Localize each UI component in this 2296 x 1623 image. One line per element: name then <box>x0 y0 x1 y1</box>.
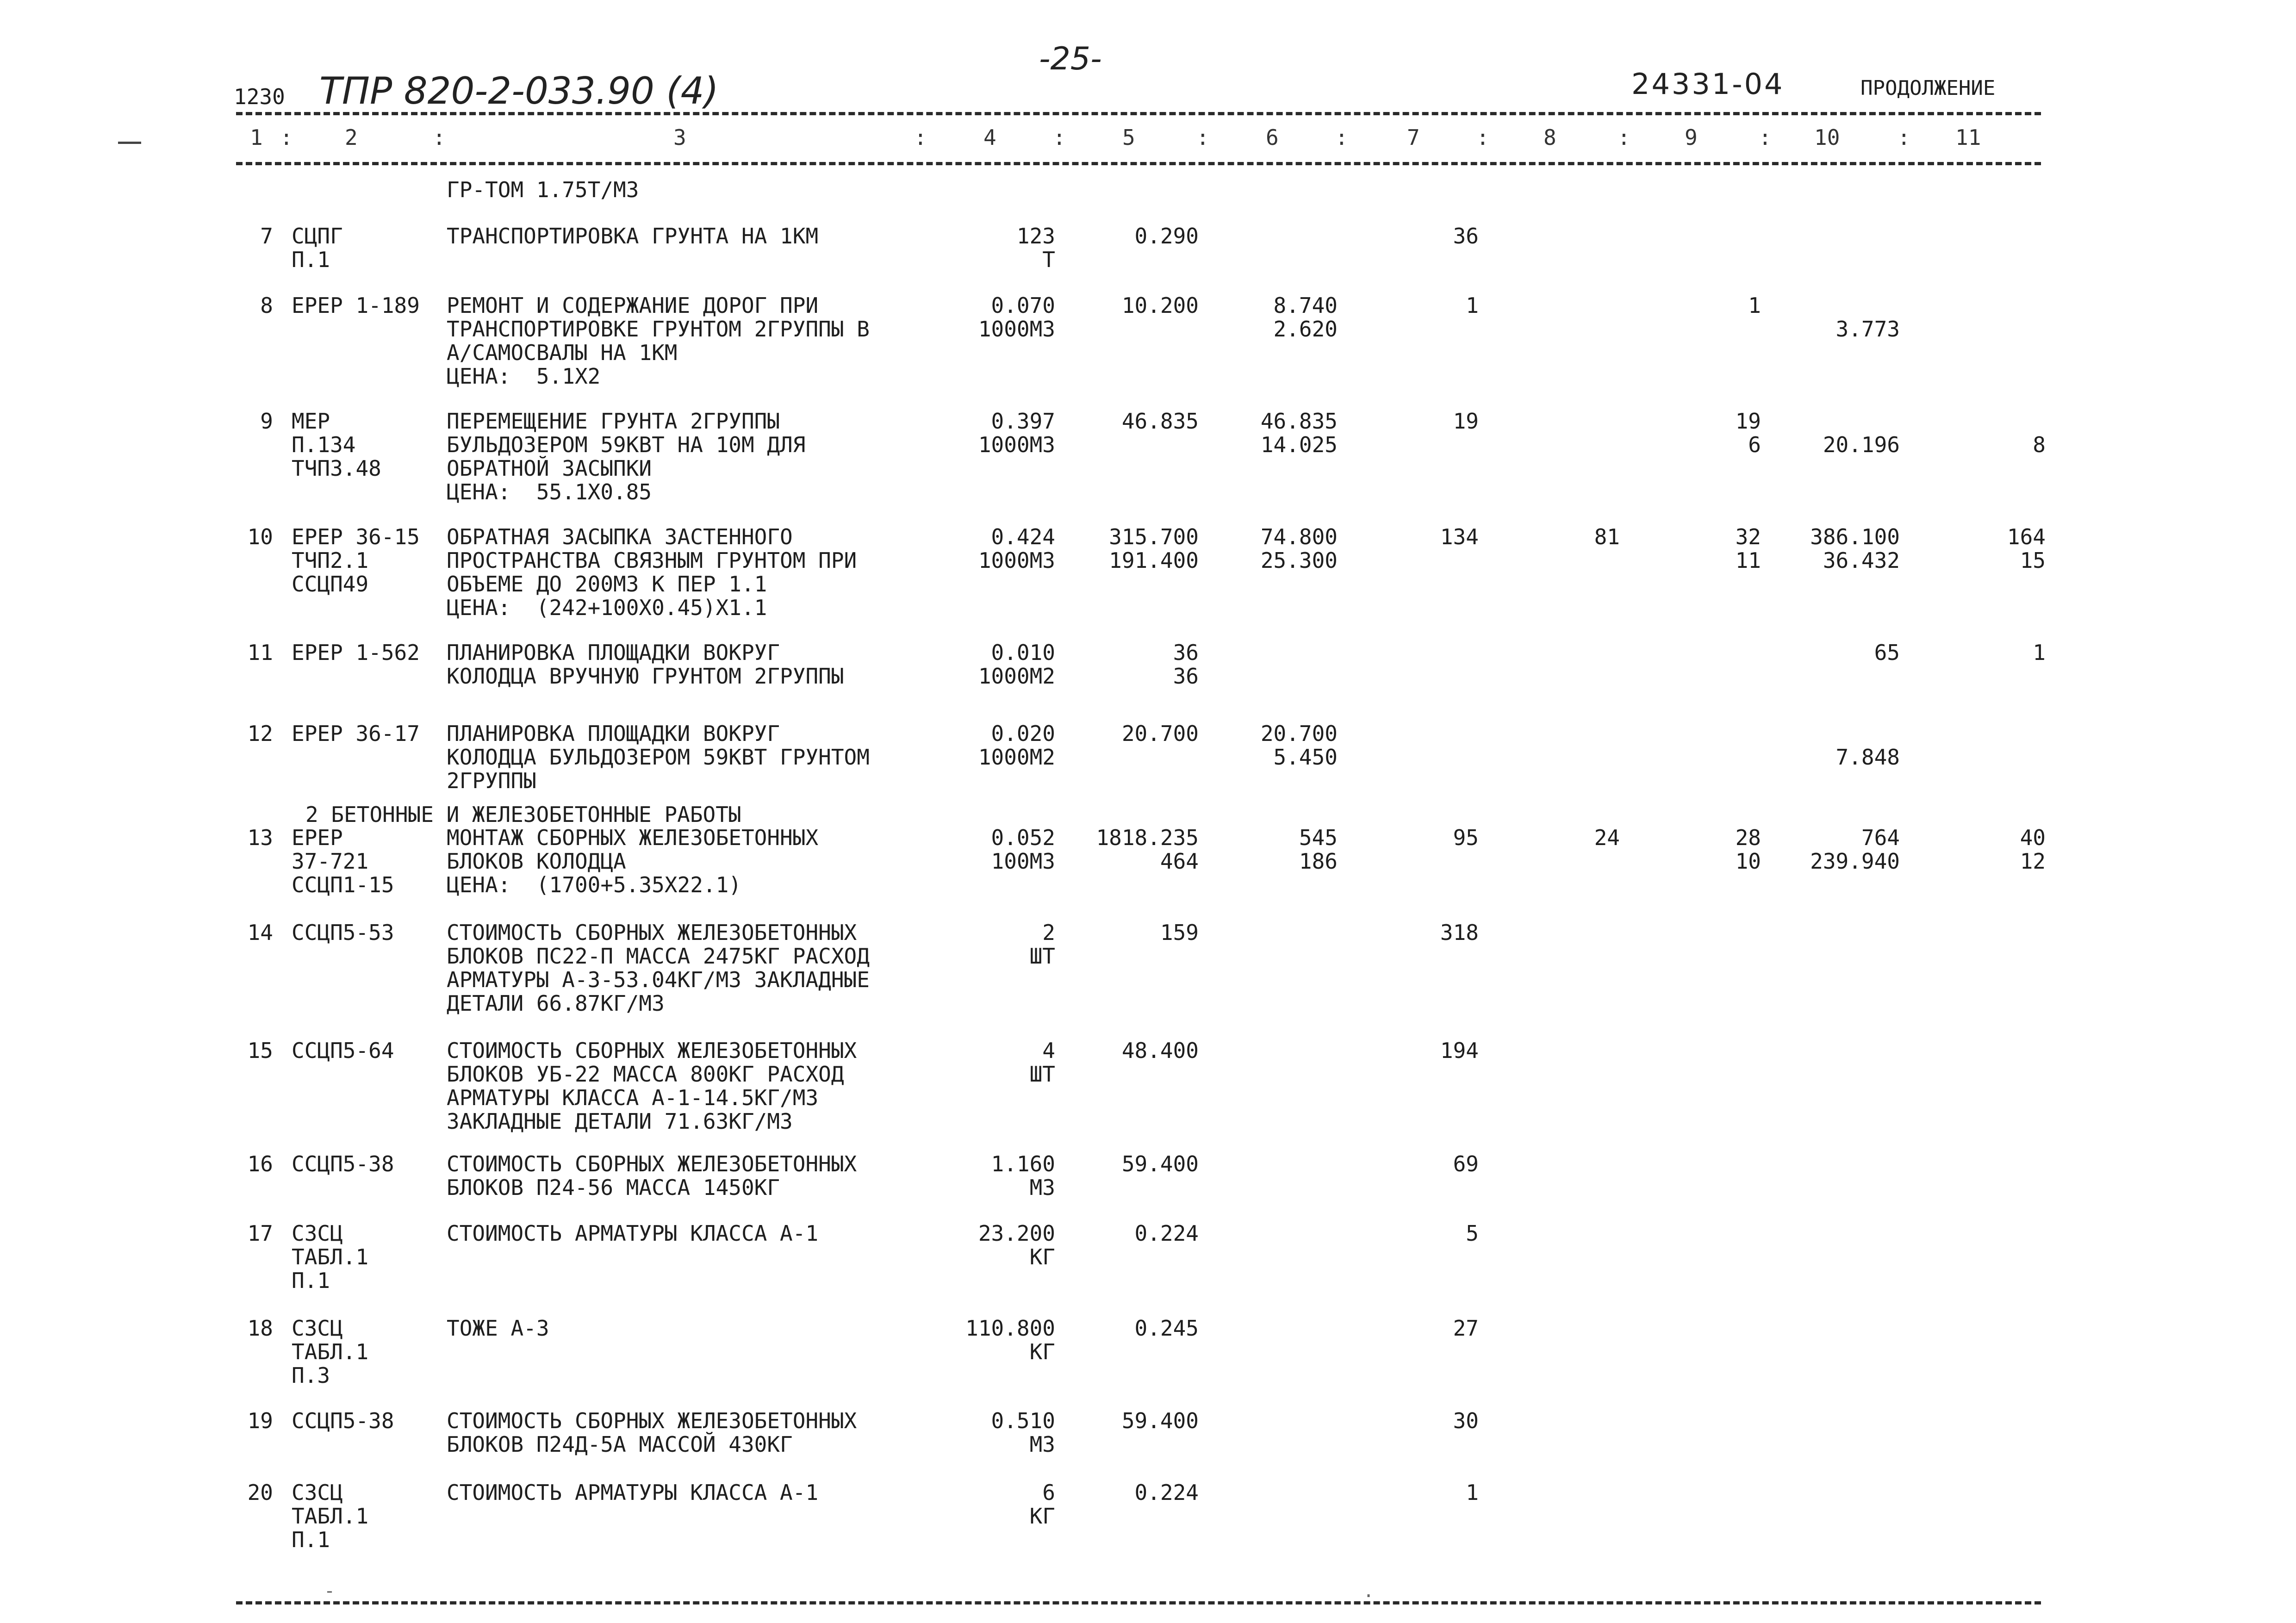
rate-code: ССЦП49 <box>292 572 369 597</box>
work-description: РЕМОНТ И СОДЕРЖАНИЕ ДОРОГ ПРИ <box>447 293 819 318</box>
work-description: ПЕРЕМЕЩЕНИЕ ГРУНТА 2ГРУППЫ <box>447 409 780 434</box>
quantity-cell: 1.160 <box>991 1151 1055 1176</box>
value-cell-c5: 46.835 <box>1121 409 1199 434</box>
work-description: ОБЪЕМЕ ДО 200М3 К ПЕР 1.1 <box>447 572 767 597</box>
value-cell-c11: 164 <box>2007 524 2046 549</box>
value-cell-c5: 59.400 <box>1121 1151 1199 1176</box>
quantity-cell: М3 <box>1029 1432 1055 1457</box>
rate-code: П.3 <box>292 1363 330 1388</box>
quantity-cell: 0.510 <box>991 1408 1055 1433</box>
work-description: БЛОКОВ ПС22-П МАССА 2475КГ РАСХОД <box>447 944 870 969</box>
row-number: 12 <box>247 721 273 746</box>
margin-mark <box>118 142 141 144</box>
value-cell-c10: 65 <box>1874 640 1900 665</box>
value-cell-c10: 386.100 <box>1810 524 1900 549</box>
quantity-cell: 1000М2 <box>978 745 1055 770</box>
work-description: ПРОСТРАНСТВА СВЯЗНЫМ ГРУНТОМ ПРИ <box>447 548 857 573</box>
rate-code: ЕРЕР 1-189 <box>292 293 420 318</box>
value-cell-c9: 32 <box>1735 524 1761 549</box>
value-cell-c7: 318 <box>1440 920 1479 945</box>
row-number: 20 <box>247 1480 273 1505</box>
quantity-cell: ШТ <box>1029 1062 1055 1087</box>
work-description: СТОИМОСТЬ СБОРНЫХ ЖЕЛЕЗОБЕТОННЫХ <box>447 920 857 945</box>
column-header: 1 <box>250 125 263 150</box>
rate-code: ТАБЛ.1 <box>292 1244 369 1269</box>
column-separator: : <box>1476 125 1489 150</box>
column-header: 3 <box>673 125 686 150</box>
quantity-cell: 110.800 <box>965 1316 1055 1341</box>
value-cell-c5: 36 <box>1173 664 1199 689</box>
quantity-cell: 0.020 <box>991 721 1055 746</box>
value-cell-c5: 20.700 <box>1121 721 1199 746</box>
value-cell-c11: 40 <box>2020 825 2046 850</box>
value-cell-c6: 186 <box>1299 849 1338 874</box>
column-header: 6 <box>1266 125 1279 150</box>
value-cell-c8: 24 <box>1594 825 1620 850</box>
rate-code: П.134 <box>292 432 356 457</box>
column-header: 11 <box>1955 125 1981 150</box>
quantity-cell: 0.424 <box>991 524 1055 549</box>
column-separator: : <box>914 125 927 150</box>
column-header: 2 <box>345 125 358 150</box>
work-description: 2ГРУППЫ <box>447 768 536 793</box>
rate-code: МЕР <box>292 409 330 434</box>
column-separator: : <box>1335 125 1348 150</box>
quantity-cell: КГ <box>1029 1244 1055 1269</box>
quantity-cell: КГ <box>1029 1339 1055 1364</box>
row-number: 16 <box>247 1151 273 1176</box>
row-number: 8 <box>260 293 273 318</box>
work-description: АРМАТУРЫ КЛАССА А-1-14.5КГ/М3 <box>447 1085 819 1110</box>
rate-code: ТЧП2.1 <box>292 548 369 573</box>
work-description: ТРАНСПОРТИРОВКЕ ГРУНТОМ 2ГРУППЫ В <box>447 317 870 342</box>
row-number: 18 <box>247 1316 273 1341</box>
work-description: ОБРАТНОЙ ЗАСЫПКИ <box>447 456 652 481</box>
quantity-cell: 123 <box>1016 224 1055 249</box>
rate-code: С3СЦ <box>292 1480 343 1505</box>
rate-code: П.1 <box>292 1527 330 1552</box>
scan-mark: . <box>1363 1580 1375 1602</box>
value-cell-c5: 464 <box>1160 849 1199 874</box>
value-cell-c5: 1818.235 <box>1096 825 1199 850</box>
value-cell-c7: 36 <box>1453 224 1479 249</box>
work-description: ДЕТАЛИ 66.87КГ/М3 <box>447 991 665 1016</box>
rate-code: ЕРЕР 36-17 <box>292 721 420 746</box>
value-cell-c9: 1 <box>1748 293 1761 318</box>
value-cell-c6: 25.300 <box>1260 548 1338 573</box>
value-cell-c9: 28 <box>1735 825 1761 850</box>
sheet-left-number: 1230 <box>234 84 285 109</box>
work-description: БЛОКОВ П24-56 МАССА 1450КГ <box>447 1175 780 1200</box>
value-cell-c7: 134 <box>1440 524 1479 549</box>
value-cell-c11: 15 <box>2020 548 2046 573</box>
column-separator: : <box>1898 125 1910 150</box>
column-separator: : <box>1053 125 1066 150</box>
rate-code: ССЦП5-64 <box>292 1038 394 1063</box>
value-cell-c6: 46.835 <box>1260 409 1338 434</box>
work-description: ЦЕНА: 55.1Х0.85 <box>447 479 652 504</box>
value-cell-c5: 315.700 <box>1109 524 1199 549</box>
work-description: КОЛОДЦА ВРУЧНУЮ ГРУНТОМ 2ГРУППЫ <box>447 664 844 689</box>
value-cell-c10: 3.773 <box>1836 317 1900 342</box>
value-cell-c6: 545 <box>1299 825 1338 850</box>
quantity-cell: 0.010 <box>991 640 1055 665</box>
value-cell-c7: 27 <box>1453 1316 1479 1341</box>
row-number: 9 <box>260 409 273 434</box>
work-description: ЦЕНА: (1700+5.35Х22.1) <box>447 872 741 897</box>
quantity-cell: 0.070 <box>991 293 1055 318</box>
quantity-cell: 1000М3 <box>978 317 1055 342</box>
quantity-cell: КГ <box>1029 1504 1055 1529</box>
value-cell-c5: 0.245 <box>1134 1316 1199 1341</box>
intro-line: ГР-ТОМ 1.75Т/М3 <box>447 177 639 202</box>
rate-code: ССЦП5-38 <box>292 1408 394 1433</box>
row-number: 17 <box>247 1221 273 1246</box>
work-description: ЗАКЛАДНЫЕ ДЕТАЛИ 71.63КГ/М3 <box>447 1109 793 1134</box>
row-number: 11 <box>247 640 273 665</box>
value-cell-c7: 30 <box>1453 1408 1479 1433</box>
row-number: 7 <box>260 224 273 249</box>
row-number: 10 <box>247 524 273 549</box>
quantity-cell: 100М3 <box>991 849 1055 874</box>
rate-code: ТАБЛ.1 <box>292 1339 369 1364</box>
work-description: СТОИМОСТЬ СБОРНЫХ ЖЕЛЕЗОБЕТОННЫХ <box>447 1151 857 1176</box>
value-cell-c7: 69 <box>1453 1151 1479 1176</box>
quantity-cell: 1000М3 <box>978 432 1055 457</box>
row-number: 13 <box>247 825 273 850</box>
work-description: ОБРАТНАЯ ЗАСЫПКА ЗАСТЕННОГО <box>447 524 793 549</box>
value-cell-c6: 14.025 <box>1260 432 1338 457</box>
value-cell-c5: 0.224 <box>1134 1480 1199 1505</box>
rate-code: ССЦП1-15 <box>292 872 394 897</box>
column-separator: : <box>1618 125 1630 150</box>
work-description: БЛОКОВ П24Д-5А МАССОЙ 430КГ <box>447 1432 793 1457</box>
value-cell-c9: 6 <box>1748 432 1761 457</box>
work-description: КОЛОДЦА БУЛЬДОЗЕРОМ 59КВТ ГРУНТОМ <box>447 745 870 770</box>
column-separator: : <box>280 125 293 150</box>
rate-code: П.1 <box>292 247 330 272</box>
value-cell-c7: 5 <box>1466 1221 1479 1246</box>
value-cell-c5: 48.400 <box>1121 1038 1199 1063</box>
quantity-cell: 0.052 <box>991 825 1055 850</box>
continuation-label: ПРОДОЛЖЕНИЕ <box>1860 76 1996 100</box>
work-description: СТОИМОСТЬ СБОРНЫХ ЖЕЛЕЗОБЕТОННЫХ <box>447 1038 857 1063</box>
work-description: МОНТАЖ СБОРНЫХ ЖЕЛЕЗОБЕТОННЫХ <box>447 825 819 850</box>
quantity-cell: ШТ <box>1029 944 1055 969</box>
column-separator: : <box>1196 125 1209 150</box>
value-cell-c7: 194 <box>1440 1038 1479 1063</box>
quantity-cell: 6 <box>1042 1480 1055 1505</box>
row-number: 15 <box>247 1038 273 1063</box>
work-description: БЛОКОВ КОЛОДЦА <box>447 849 626 874</box>
work-description: ТРАНСПОРТИРОВКА ГРУНТА НА 1КМ <box>447 224 819 249</box>
quantity-cell: 0.397 <box>991 409 1055 434</box>
page-number: -25- <box>1039 41 1102 77</box>
value-cell-c10: 36.432 <box>1823 548 1900 573</box>
quantity-cell: 23.200 <box>978 1221 1055 1246</box>
rate-code: ССЦП5-38 <box>292 1151 394 1176</box>
column-header: 10 <box>1814 125 1840 150</box>
value-cell-c6: 8.740 <box>1273 293 1338 318</box>
footer-rule <box>236 1601 2041 1604</box>
value-cell-c6: 5.450 <box>1273 745 1338 770</box>
quantity-cell: 1000М2 <box>978 664 1055 689</box>
value-cell-c10: 7.848 <box>1836 745 1900 770</box>
work-description: СТОИМОСТЬ АРМАТУРЫ КЛАССА А-1 <box>447 1221 819 1246</box>
value-cell-c6: 74.800 <box>1260 524 1338 549</box>
rate-code: ТЧП3.48 <box>292 456 381 481</box>
value-cell-c6: 20.700 <box>1260 721 1338 746</box>
value-cell-c11: 8 <box>2033 432 2046 457</box>
work-description: АРМАТУРЫ А-3-53.04КГ/М3 ЗАКЛАДНЫЕ <box>447 967 870 992</box>
row-number: 19 <box>247 1408 273 1433</box>
quantity-cell: М3 <box>1029 1175 1055 1200</box>
rate-code: С3СЦ <box>292 1221 343 1246</box>
rate-code: ЕРЕР 36-15 <box>292 524 420 549</box>
column-header: 8 <box>1543 125 1556 150</box>
scan-mark: - <box>324 1580 336 1602</box>
value-cell-c5: 59.400 <box>1121 1408 1199 1433</box>
work-description: СТОИМОСТЬ АРМАТУРЫ КЛАССА А-1 <box>447 1480 819 1505</box>
column-header: 7 <box>1407 125 1420 150</box>
value-cell-c10: 764 <box>1861 825 1900 850</box>
value-cell-c5: 0.290 <box>1134 224 1199 249</box>
value-cell-c5: 159 <box>1160 920 1199 945</box>
value-cell-c9: 10 <box>1735 849 1761 874</box>
value-cell-c5: 0.224 <box>1134 1221 1199 1246</box>
rate-code: СЦПГ <box>292 224 343 249</box>
value-cell-c7: 19 <box>1453 409 1479 434</box>
rate-code: ТАБЛ.1 <box>292 1504 369 1529</box>
document-code: ТПР 820-2-033.90 (4) <box>319 69 719 112</box>
quantity-cell: 2 <box>1042 920 1055 945</box>
rate-code: ЕРЕР 1-562 <box>292 640 420 665</box>
value-cell-c7: 95 <box>1453 825 1479 850</box>
column-header: 9 <box>1685 125 1698 150</box>
value-cell-c6: 2.620 <box>1273 317 1338 342</box>
rate-code: П.1 <box>292 1268 330 1293</box>
work-description: БУЛЬДОЗЕРОМ 59КВТ НА 10М ДЛЯ <box>447 432 806 457</box>
rate-code: 37-721 <box>292 849 369 874</box>
work-description: ПЛАНИРОВКА ПЛОЩАДКИ ВОКРУГ <box>447 721 780 746</box>
value-cell-c11: 1 <box>2033 640 2046 665</box>
work-description: БЛОКОВ УБ-22 МАССА 800КГ РАСХОД <box>447 1062 844 1087</box>
work-description: ЦЕНА: (242+100Х0.45)Х1.1 <box>447 595 767 620</box>
value-cell-c5: 36 <box>1173 640 1199 665</box>
quantity-cell: 1000М3 <box>978 548 1055 573</box>
rate-code: ССЦП5-53 <box>292 920 394 945</box>
value-cell-c5: 191.400 <box>1109 548 1199 573</box>
rate-code: С3СЦ <box>292 1316 343 1341</box>
value-cell-c9: 19 <box>1735 409 1761 434</box>
rate-code: ЕРЕР <box>292 825 343 850</box>
column-separator: : <box>433 125 446 150</box>
value-cell-c10: 20.196 <box>1823 432 1900 457</box>
value-cell-c7: 1 <box>1466 1480 1479 1505</box>
value-cell-c8: 81 <box>1594 524 1620 549</box>
quantity-cell: 4 <box>1042 1038 1055 1063</box>
header-top-rule <box>236 112 2041 115</box>
document-right-number: 24331-04 <box>1631 67 1785 101</box>
column-separator: : <box>1759 125 1772 150</box>
quantity-cell: Т <box>1042 247 1055 272</box>
section-title: 2 БЕТОННЫЕ И ЖЕЛЕЗОБЕТОННЫЕ РАБОТЫ <box>305 802 741 827</box>
value-cell-c9: 11 <box>1735 548 1761 573</box>
work-description: ЦЕНА: 5.1Х2 <box>447 364 601 389</box>
value-cell-c5: 10.200 <box>1121 293 1199 318</box>
work-description: ТОЖЕ А-3 <box>447 1316 549 1341</box>
header-bottom-rule <box>236 162 2041 165</box>
work-description: СТОИМОСТЬ СБОРНЫХ ЖЕЛЕЗОБЕТОННЫХ <box>447 1408 857 1433</box>
row-number: 14 <box>247 920 273 945</box>
value-cell-c11: 12 <box>2020 849 2046 874</box>
value-cell-c7: 1 <box>1466 293 1479 318</box>
value-cell-c10: 239.940 <box>1810 849 1900 874</box>
work-description: ПЛАНИРОВКА ПЛОЩАДКИ ВОКРУГ <box>447 640 780 665</box>
work-description: А/САМОСВАЛЫ НА 1КМ <box>447 340 678 365</box>
column-header: 4 <box>983 125 996 150</box>
column-header: 5 <box>1122 125 1135 150</box>
